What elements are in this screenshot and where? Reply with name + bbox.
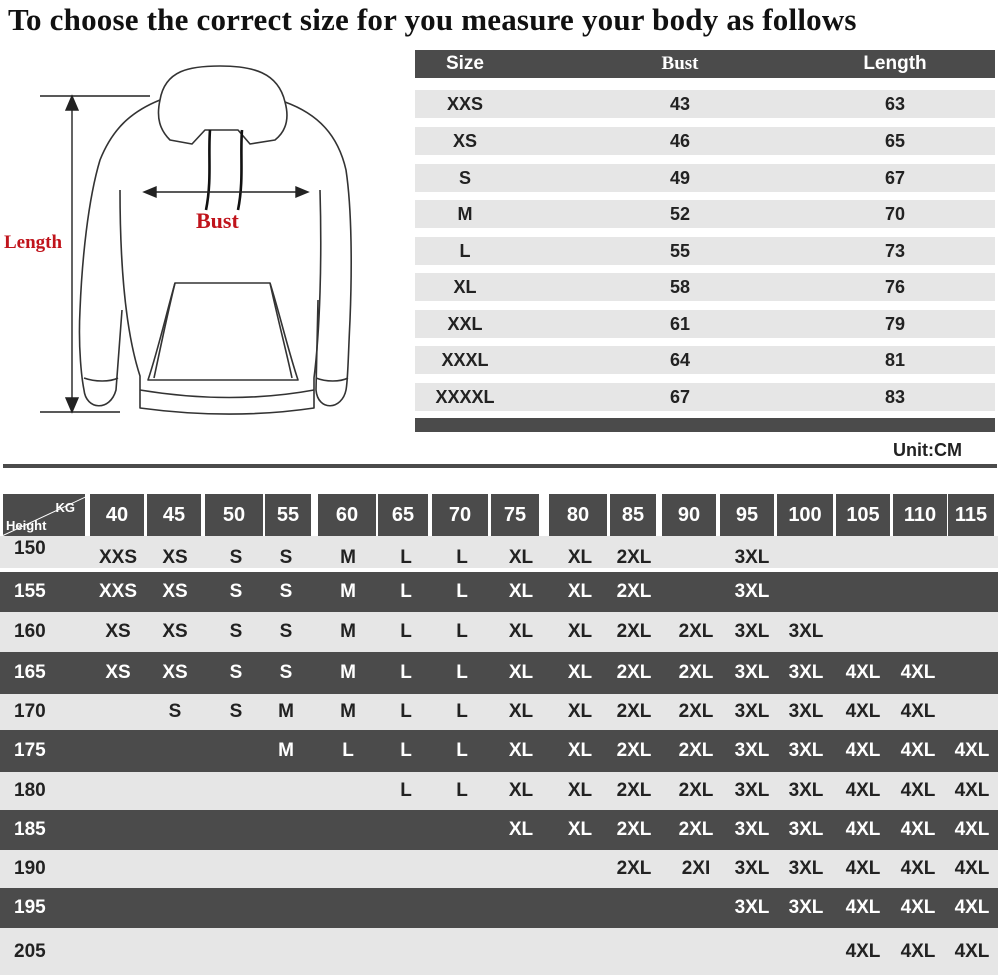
measure-table-row bbox=[415, 237, 995, 265]
size-cell: L bbox=[400, 547, 412, 568]
size-cell: 4XL bbox=[845, 897, 881, 918]
size-cell: 3XL bbox=[788, 780, 824, 801]
length-cell: 83 bbox=[884, 387, 906, 407]
size-cell: S bbox=[458, 168, 471, 188]
size-cell: 3XL bbox=[788, 858, 824, 879]
size-cell: L bbox=[456, 581, 468, 602]
size-cell: 2XL bbox=[616, 780, 652, 801]
measure-table-row bbox=[415, 383, 995, 411]
size-cell: M bbox=[340, 621, 356, 642]
length-cell: 67 bbox=[884, 168, 906, 188]
size-cell: L bbox=[456, 780, 468, 801]
size-cell: 2XL bbox=[678, 740, 714, 761]
measure-table-row bbox=[415, 310, 995, 338]
weight-header-cell: 80 bbox=[549, 494, 607, 536]
size-cell: S bbox=[279, 547, 293, 568]
size-grid-row bbox=[0, 652, 998, 694]
size-cell: 4XL bbox=[954, 897, 990, 918]
size-cell: M bbox=[340, 547, 356, 568]
size-cell: 2XL bbox=[616, 701, 652, 722]
size-cell: 4XL bbox=[954, 819, 990, 840]
length-cell: 79 bbox=[884, 314, 906, 334]
weight-header-cell: 85 bbox=[610, 494, 656, 536]
size-cell: XL bbox=[508, 662, 534, 683]
weight-header-cell: 110 bbox=[893, 494, 947, 536]
corner-height-label: Height bbox=[6, 518, 47, 533]
size-cell: 4XL bbox=[900, 897, 936, 918]
size-cell: L bbox=[400, 780, 412, 801]
measure-table-row bbox=[415, 90, 995, 118]
size-cell: 2XL bbox=[678, 819, 714, 840]
size-cell: 3XL bbox=[734, 701, 770, 722]
height-cell: 205 bbox=[14, 941, 46, 962]
size-cell: S bbox=[279, 662, 293, 683]
height-cell: 190 bbox=[14, 858, 46, 879]
bust-cell: 55 bbox=[669, 241, 691, 261]
size-cell: L bbox=[342, 740, 354, 761]
size-cell: 2XL bbox=[616, 819, 652, 840]
height-cell: 165 bbox=[14, 662, 46, 683]
size-cell: XL bbox=[508, 819, 534, 840]
size-cell: 4XL bbox=[845, 662, 881, 683]
measure-table-row bbox=[415, 164, 995, 192]
size-cell: 2XL bbox=[616, 740, 652, 761]
size-cell: 4XL bbox=[845, 780, 881, 801]
size-cell: L bbox=[456, 701, 468, 722]
size-cell: XXS bbox=[446, 94, 484, 114]
size-cell: 4XL bbox=[845, 819, 881, 840]
size-cell: XL bbox=[508, 780, 534, 801]
header-bust: Bust bbox=[661, 53, 699, 74]
height-cell: 150 bbox=[14, 538, 46, 559]
weight-header-cell: 65 bbox=[378, 494, 428, 536]
size-cell: 3XL bbox=[734, 858, 770, 879]
size-cell: 2XL bbox=[616, 621, 652, 642]
size-cell: XS bbox=[162, 581, 188, 602]
measure-table-row bbox=[415, 127, 995, 155]
measure-table-footer bbox=[415, 418, 995, 432]
size-cell: S bbox=[279, 581, 293, 602]
size-cell: S bbox=[229, 621, 243, 642]
size-cell: L bbox=[456, 547, 468, 568]
size-grid-row bbox=[0, 730, 998, 772]
weight-header-cell: 90 bbox=[662, 494, 716, 536]
size-grid-header bbox=[0, 494, 998, 536]
size-cell: XL bbox=[508, 701, 534, 722]
size-cell: 3XL bbox=[788, 621, 824, 642]
size-cell: L bbox=[459, 241, 471, 261]
size-cell: 4XL bbox=[900, 662, 936, 683]
weight-header-cell: 55 bbox=[265, 494, 311, 536]
weight-header-cell: 50 bbox=[205, 494, 263, 536]
weight-header-cell: 100 bbox=[777, 494, 833, 536]
section-divider bbox=[3, 464, 997, 468]
size-cell: XL bbox=[567, 701, 593, 722]
weight-header-cell: 45 bbox=[147, 494, 201, 536]
size-cell: 2XL bbox=[678, 662, 714, 683]
size-cell: 4XL bbox=[954, 740, 990, 761]
size-cell: XS bbox=[105, 662, 131, 683]
size-cell: 3XL bbox=[788, 897, 824, 918]
length-cell: 73 bbox=[884, 241, 906, 261]
size-grid-row bbox=[0, 888, 998, 928]
size-cell: XL bbox=[508, 621, 534, 642]
length-cell: 63 bbox=[884, 94, 906, 114]
weight-header-cell: 95 bbox=[720, 494, 774, 536]
size-cell: 3XL bbox=[788, 740, 824, 761]
unit-label: Unit:CM bbox=[893, 440, 962, 460]
size-cell: XXXL bbox=[441, 350, 489, 370]
height-cell: 180 bbox=[14, 780, 46, 801]
size-cell: 3XL bbox=[788, 819, 824, 840]
size-cell: L bbox=[400, 581, 412, 602]
size-cell: 2XL bbox=[616, 662, 652, 683]
measure-table-header bbox=[415, 50, 995, 78]
size-grid-row bbox=[0, 572, 998, 612]
size-cell: XL bbox=[567, 780, 593, 801]
size-cell: XS bbox=[162, 621, 188, 642]
size-cell: M bbox=[340, 581, 356, 602]
size-cell: 2XL bbox=[678, 701, 714, 722]
height-cell: 175 bbox=[14, 740, 46, 761]
size-cell: XS bbox=[162, 547, 188, 568]
size-cell: 3XL bbox=[734, 662, 770, 683]
size-cell: M bbox=[278, 701, 294, 722]
weight-header-cell: 40 bbox=[90, 494, 144, 536]
size-cell: S bbox=[229, 581, 243, 602]
size-cell: L bbox=[400, 740, 412, 761]
size-cell: M bbox=[457, 204, 473, 224]
size-cell: 4XL bbox=[845, 858, 881, 879]
size-cell: 2XL bbox=[678, 780, 714, 801]
size-cell: S bbox=[279, 621, 293, 642]
size-cell: 3XL bbox=[734, 621, 770, 642]
size-grid-row bbox=[0, 928, 998, 975]
size-cell: S bbox=[229, 662, 243, 683]
height-cell: 195 bbox=[14, 897, 46, 918]
size-cell: XXXXL bbox=[435, 387, 495, 407]
size-cell: XL bbox=[567, 740, 593, 761]
size-cell: 2XL bbox=[616, 581, 652, 602]
height-cell: 155 bbox=[14, 581, 46, 602]
length-cell: 65 bbox=[884, 131, 906, 151]
size-cell: S bbox=[229, 701, 243, 722]
size-cell: 3XL bbox=[734, 740, 770, 761]
size-cell: XL bbox=[508, 581, 534, 602]
corner-kg-label: KG bbox=[55, 500, 75, 515]
size-cell: L bbox=[456, 740, 468, 761]
bust-cell: 67 bbox=[669, 387, 691, 407]
size-cell: S bbox=[168, 701, 182, 722]
size-cell: 3XL bbox=[788, 662, 824, 683]
bust-cell: 43 bbox=[669, 94, 691, 114]
size-grid-row bbox=[0, 612, 998, 652]
size-grid-row bbox=[0, 536, 998, 568]
size-cell: M bbox=[340, 662, 356, 683]
size-cell: 4XL bbox=[845, 740, 881, 761]
size-cell: XXS bbox=[98, 581, 138, 602]
bust-cell: 49 bbox=[669, 168, 691, 188]
size-cell: M bbox=[340, 701, 356, 722]
bust-cell: 46 bbox=[669, 131, 691, 151]
size-cell: XL bbox=[567, 662, 593, 683]
size-cell: 3XL bbox=[734, 581, 770, 602]
page-title: To choose the correct size for you measure your body as follows bbox=[8, 2, 857, 37]
size-cell: 2XL bbox=[616, 858, 652, 879]
size-cell: XL bbox=[453, 277, 477, 297]
header-length: Length bbox=[863, 53, 927, 74]
header-size: Size bbox=[445, 53, 485, 74]
size-cell: 4XL bbox=[900, 858, 936, 879]
size-cell: L bbox=[456, 621, 468, 642]
measure-table-row bbox=[415, 200, 995, 228]
size-cell: XL bbox=[567, 819, 593, 840]
size-cell: 4XL bbox=[900, 701, 936, 722]
grid-corner bbox=[3, 494, 85, 536]
height-cell: 170 bbox=[14, 701, 46, 722]
length-cell: 76 bbox=[884, 277, 906, 297]
size-cell: L bbox=[400, 621, 412, 642]
size-grid-row bbox=[0, 810, 998, 850]
size-cell: S bbox=[229, 547, 243, 568]
bust-cell: 64 bbox=[669, 350, 691, 370]
bust-label: Bust bbox=[196, 208, 239, 233]
size-cell: 3XL bbox=[734, 897, 770, 918]
weight-header-cell: 75 bbox=[491, 494, 539, 536]
size-cell: XS bbox=[452, 131, 477, 151]
size-cell: 3XL bbox=[734, 819, 770, 840]
size-cell: L bbox=[400, 701, 412, 722]
weight-header-cell: 105 bbox=[836, 494, 890, 536]
length-cell: 81 bbox=[884, 350, 906, 370]
size-cell: 2XI bbox=[681, 858, 711, 879]
size-cell: M bbox=[278, 740, 294, 761]
measure-table-row bbox=[415, 273, 995, 301]
size-cell: XS bbox=[105, 621, 131, 642]
bust-cell: 58 bbox=[669, 277, 691, 297]
size-cell: 4XL bbox=[900, 780, 936, 801]
size-grid-row bbox=[0, 772, 998, 810]
size-cell: 4XL bbox=[845, 941, 881, 962]
size-cell: XL bbox=[508, 547, 534, 568]
height-cell: 185 bbox=[14, 819, 46, 840]
size-cell: 4XL bbox=[845, 701, 881, 722]
size-cell: 4XL bbox=[900, 740, 936, 761]
size-cell: 4XL bbox=[954, 941, 990, 962]
size-cell: 2XL bbox=[616, 547, 652, 568]
size-cell: 3XL bbox=[734, 780, 770, 801]
size-grid-row bbox=[0, 850, 998, 888]
size-cell: L bbox=[400, 662, 412, 683]
weight-header-cell: 115 bbox=[948, 494, 994, 536]
length-cell: 70 bbox=[884, 204, 906, 224]
weight-header-cell: 60 bbox=[318, 494, 376, 536]
bust-cell: 52 bbox=[669, 204, 691, 224]
size-cell: 3XL bbox=[734, 547, 770, 568]
size-cell: 3XL bbox=[788, 701, 824, 722]
size-cell: XL bbox=[567, 581, 593, 602]
length-label: Length bbox=[4, 232, 63, 253]
size-cell: XL bbox=[508, 740, 534, 761]
size-cell: XXL bbox=[447, 314, 483, 334]
size-cell: XS bbox=[162, 662, 188, 683]
weight-header-cell: 70 bbox=[432, 494, 488, 536]
size-cell: 4XL bbox=[900, 819, 936, 840]
measure-table-row bbox=[415, 346, 995, 374]
size-cell: L bbox=[456, 662, 468, 683]
height-cell: 160 bbox=[14, 621, 46, 642]
size-cell: 4XL bbox=[900, 941, 936, 962]
size-cell: XXS bbox=[98, 547, 138, 568]
size-cell: XL bbox=[567, 547, 593, 568]
size-cell: 4XL bbox=[954, 780, 990, 801]
size-cell: 2XL bbox=[678, 621, 714, 642]
size-cell: 4XL bbox=[954, 858, 990, 879]
size-cell: XL bbox=[567, 621, 593, 642]
bust-cell: 61 bbox=[669, 314, 691, 334]
size-grid-row bbox=[0, 694, 998, 730]
